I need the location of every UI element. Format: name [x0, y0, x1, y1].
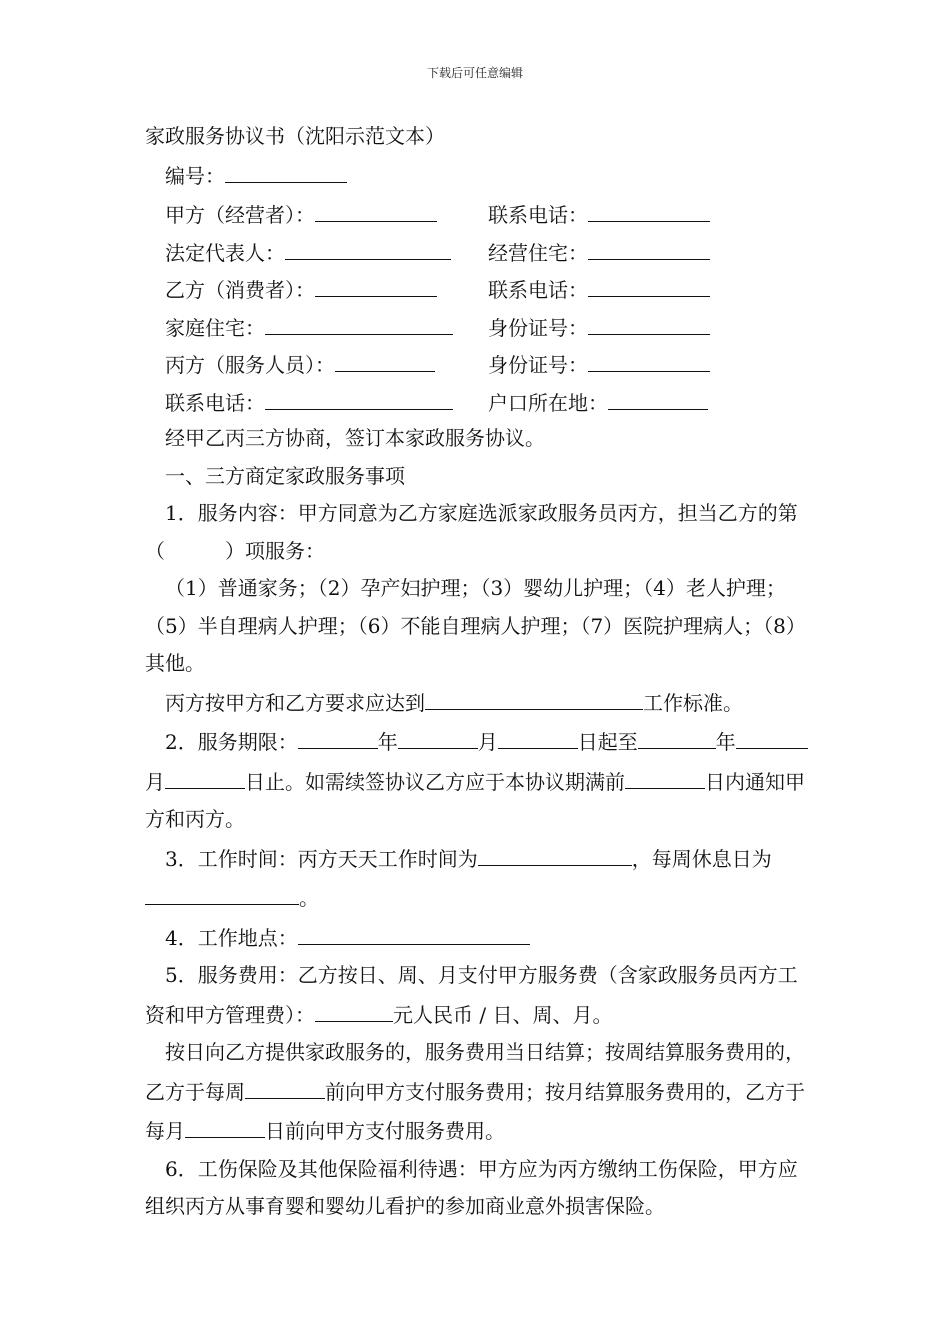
document-title: 家政服务协议书（沈阳示范文本） — [145, 124, 445, 148]
business-address-blank[interactable] — [588, 233, 710, 260]
rest-day-blank[interactable] — [145, 878, 299, 905]
item-3-hours: 3．工作时间：丙方天天工作时间为 ，每周休息日为。 — [145, 839, 810, 918]
party-b-id-label: 身份证号： — [488, 315, 588, 340]
party-a-phone-blank[interactable] — [588, 195, 710, 222]
party-b-id-blank[interactable] — [588, 308, 710, 335]
legal-rep-label: 法定代表人： — [165, 240, 285, 265]
item-1-options: （1）普通家务；（2）孕产妇护理；（3）婴幼儿护理；（4）老人护理；（5）半自理病人护理；（6）不能自理病人护理；（7）医院护理病人；（8）其他。 — [145, 576, 806, 675]
end-year-blank[interactable] — [638, 722, 716, 749]
item-2-term: 2．服务期限： 年 月 日起至 年月 日止。如需续签协议乙方应于本协议期满前 日内通知甲方和丙方。 — [145, 722, 810, 839]
work-hours-blank[interactable] — [478, 839, 632, 866]
party-c-id-blank[interactable] — [588, 345, 710, 372]
standard-blank[interactable] — [425, 683, 643, 710]
start-day-blank[interactable] — [498, 722, 578, 749]
item-1-content: 1．服务内容：甲方同意为乙方家庭选派家政服务员丙方，担当乙方的第（ ）项服务： — [145, 501, 798, 563]
start-year-blank[interactable] — [298, 722, 378, 749]
party-c-id-label: 身份证号： — [488, 353, 588, 377]
item-4-location: 4．工作地点： — [145, 918, 810, 958]
field-row-2 — [145, 233, 810, 271]
renewal-days-blank[interactable] — [625, 762, 705, 789]
party-a-label: 甲方（经营者）： — [165, 203, 315, 227]
field-row-5 — [145, 345, 810, 383]
party-c-phone-blank[interactable] — [265, 383, 453, 410]
field-row-4 — [145, 308, 810, 346]
number-blank[interactable] — [225, 156, 347, 183]
item-1-standard: 丙方按甲方和乙方要求应达到 工作标准。 — [145, 683, 810, 723]
home-address-blank[interactable] — [265, 308, 453, 335]
party-b-phone-blank[interactable] — [588, 270, 710, 297]
weekly-payment-blank[interactable] — [245, 1072, 325, 1099]
business-address-label: 经营住宅： — [488, 240, 588, 265]
work-location-blank[interactable] — [298, 918, 530, 945]
page-header: 下载后可任意编辑 — [426, 66, 523, 80]
monthly-payment-blank[interactable] — [185, 1111, 265, 1138]
home-address-label: 家庭住宅： — [165, 315, 265, 340]
item-6-insurance: 6．工伤保险及其他保险福利待遇：甲方应为丙方缴纳工伤保险，甲方应组织丙方从事育婴和婴幼儿看护的参加商业意外损害保险。 — [145, 1156, 798, 1218]
party-b-label: 乙方（消费者）： — [165, 278, 315, 302]
item-5-fees: 5．服务费用：乙方按日、周、月支付甲方服务费（含家政服务员丙方工资和甲方管理费）： 元人民币 / 日、周、月。 — [145, 963, 798, 1027]
party-b-blank[interactable] — [315, 270, 437, 297]
legal-rep-blank[interactable] — [285, 233, 451, 260]
party-c-blank[interactable] — [335, 345, 435, 372]
intro-line: 经甲乙丙三方协商，签订本家政服务协议。 — [165, 426, 545, 450]
section-1-heading: 一、三方商定家政服务事项 — [165, 463, 405, 488]
household-blank[interactable] — [608, 383, 708, 410]
end-month-blank[interactable] — [736, 722, 808, 749]
party-a-blank[interactable] — [315, 195, 437, 222]
fee-amount-blank[interactable] — [315, 995, 393, 1022]
contract-body — [145, 118, 810, 1226]
party-b-phone-label: 联系电话： — [488, 278, 588, 302]
number-line — [145, 156, 810, 196]
party-c-phone-label: 联系电话： — [165, 390, 265, 415]
end-day-blank[interactable] — [165, 762, 245, 789]
field-row-6 — [145, 383, 810, 421]
item-5-settlement: 按日向乙方提供家政服务的，服务费用当日结算；按周结算服务费用的，乙方于每周 前向甲方支付服务费用；按月结算服务费用的，乙方于每月 日前向甲方支付服务费用。 — [145, 1040, 805, 1143]
number-label: 编号： — [165, 163, 225, 188]
household-label: 户口所在地： — [488, 390, 608, 415]
start-month-blank[interactable] — [398, 722, 478, 749]
party-a-phone-label: 联系电话： — [488, 203, 588, 227]
field-row-1 — [145, 195, 810, 233]
party-c-label: 丙方（服务人员）： — [165, 353, 335, 377]
field-row-3 — [145, 270, 810, 308]
